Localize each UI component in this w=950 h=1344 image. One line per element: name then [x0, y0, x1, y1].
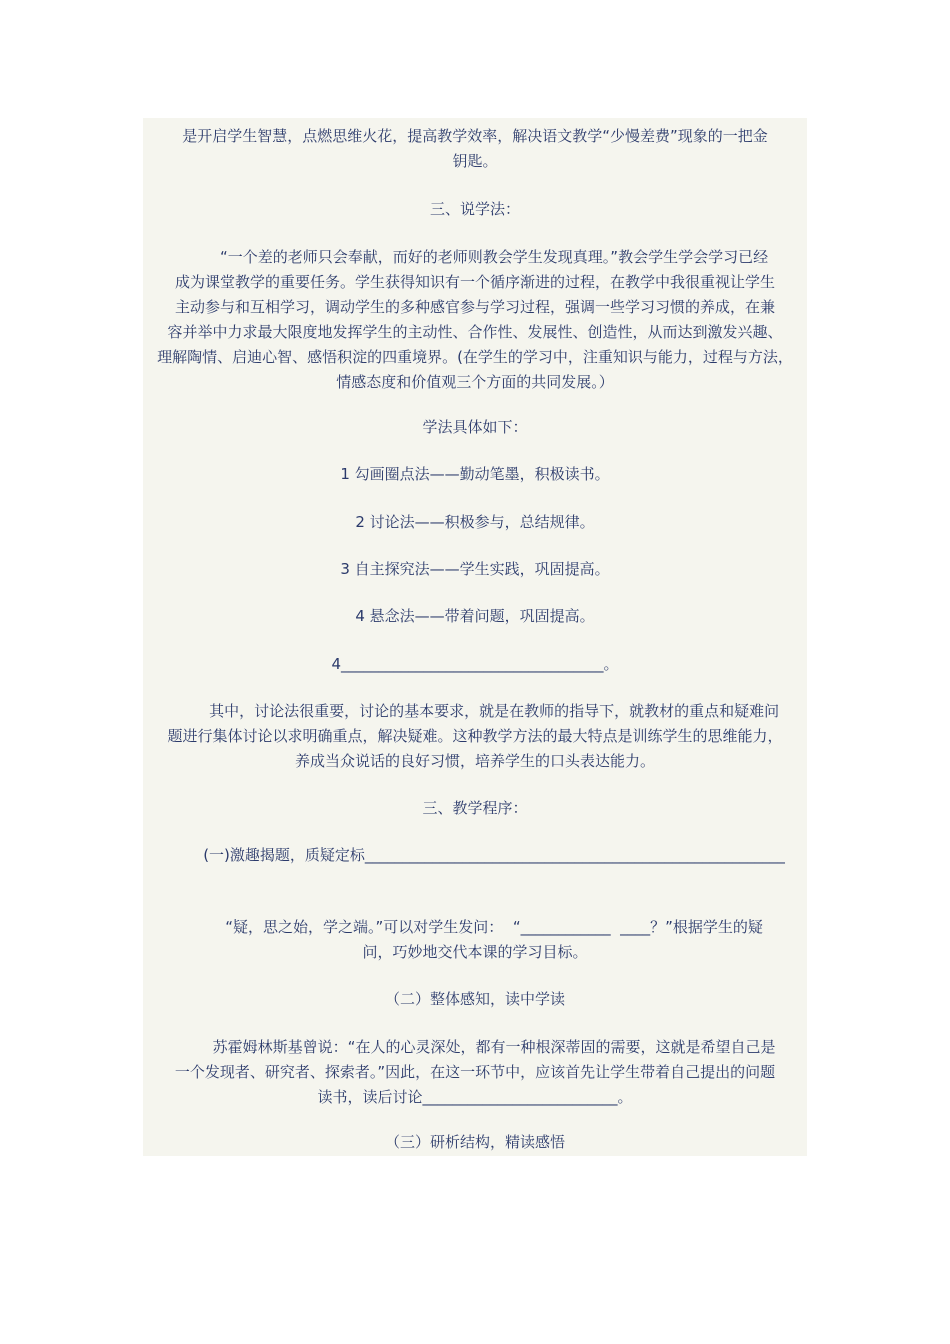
question-line-2: 问，巧妙地交代本课的学习目标。 — [362, 943, 588, 961]
suhom-line-3: 读书，读后讨论__________________________。 — [317, 1088, 633, 1106]
discussion-line-2: 题进行集体讨论以求明确重点，解决疑难。这种教学方法的最大特点是训练学生的思维能力， — [167, 727, 783, 745]
study-method-heading: 三、说学法： — [429, 200, 520, 218]
study-line-5: 理解陶情、启迪心智、感悟积淀的四重境界。(在学生的学习中，注重知识与能力，过程与方法， — [157, 348, 793, 366]
question-line-1: “疑，思之始，学之端。”可以对学生发问： “____________ ____？”根据学生的疑 — [187, 918, 763, 936]
method-item-blank: 4___________________________________。 — [331, 655, 619, 673]
study-line-3: 主动参与和互相学习，调动学生的多种感官参与学习过程，强调一些学习习惯的养成，在兼 — [174, 298, 775, 316]
question-paragraph — [143, 915, 807, 965]
method-item-2: 2 讨论法——积极参与，总结规律。 — [355, 513, 595, 531]
suhomlinsky-paragraph — [143, 1035, 807, 1110]
study-line-2: 成为课堂教学的重要任务。学生获得知识有一个循序渐进的过程，在教学中我很重视让学生 — [174, 273, 775, 291]
study-line-4: 容并举中力求最大限度地发挥学生的主动性、合作性、发展性、创造性，从而达到激发兴趣、 — [167, 323, 783, 341]
step-1-heading: (一)激趣揭题，质疑定标________________________________________________________ — [165, 846, 785, 864]
study-line-1: “一个差的老师只会奉献，而好的老师则教会学生发现真理。”教会学生学会学习已经 — [181, 248, 769, 266]
study-method-paragraph — [143, 245, 807, 395]
study-line-6: 情感态度和价值观三个方面的共同发展。） — [336, 373, 614, 391]
step-2-heading: （二）整体感知，读中学读 — [384, 990, 565, 1008]
discussion-line-1: 其中，讨论法很重要，讨论的基本要求，就是在教师的指导下，就教材的重点和疑难问 — [170, 702, 780, 720]
method-item-1: 1 勾画圈点法——勤动笔墨，积极读书。 — [340, 465, 610, 483]
discussion-line-3: 养成当众说话的良好习惯，培养学生的口头表达能力。 — [294, 752, 655, 770]
intro-line-1: 是开启学生智慧，点燃思维火花，提高教学效率，解决语文教学“少慢差费”现象的一把金 — [182, 127, 768, 145]
procedure-heading: 三、教学程序： — [422, 799, 528, 817]
intro-line-2: 钥匙。 — [452, 152, 498, 170]
intro-paragraph — [143, 124, 807, 174]
discussion-paragraph — [143, 699, 807, 774]
document-page — [143, 118, 807, 1156]
methods-heading: 学法具体如下： — [422, 418, 528, 436]
suhom-line-2: 一个发现者、研究者、探索者。”因此，在这一环节中，应该首先让学生带着自己提出的问题 — [174, 1063, 776, 1081]
method-item-3: 3 自主探究法——学生实践，巩固提高。 — [340, 560, 610, 578]
step-3-heading: （三）研析结构，精读感悟 — [384, 1133, 565, 1151]
method-item-4: 4 悬念法——带着问题，巩固提高。 — [355, 607, 595, 625]
suhom-line-1: 苏霍姆林斯基曾说：“在人的心灵深处，都有一种根深蒂固的需要，这就是希望自己是 — [174, 1038, 776, 1056]
